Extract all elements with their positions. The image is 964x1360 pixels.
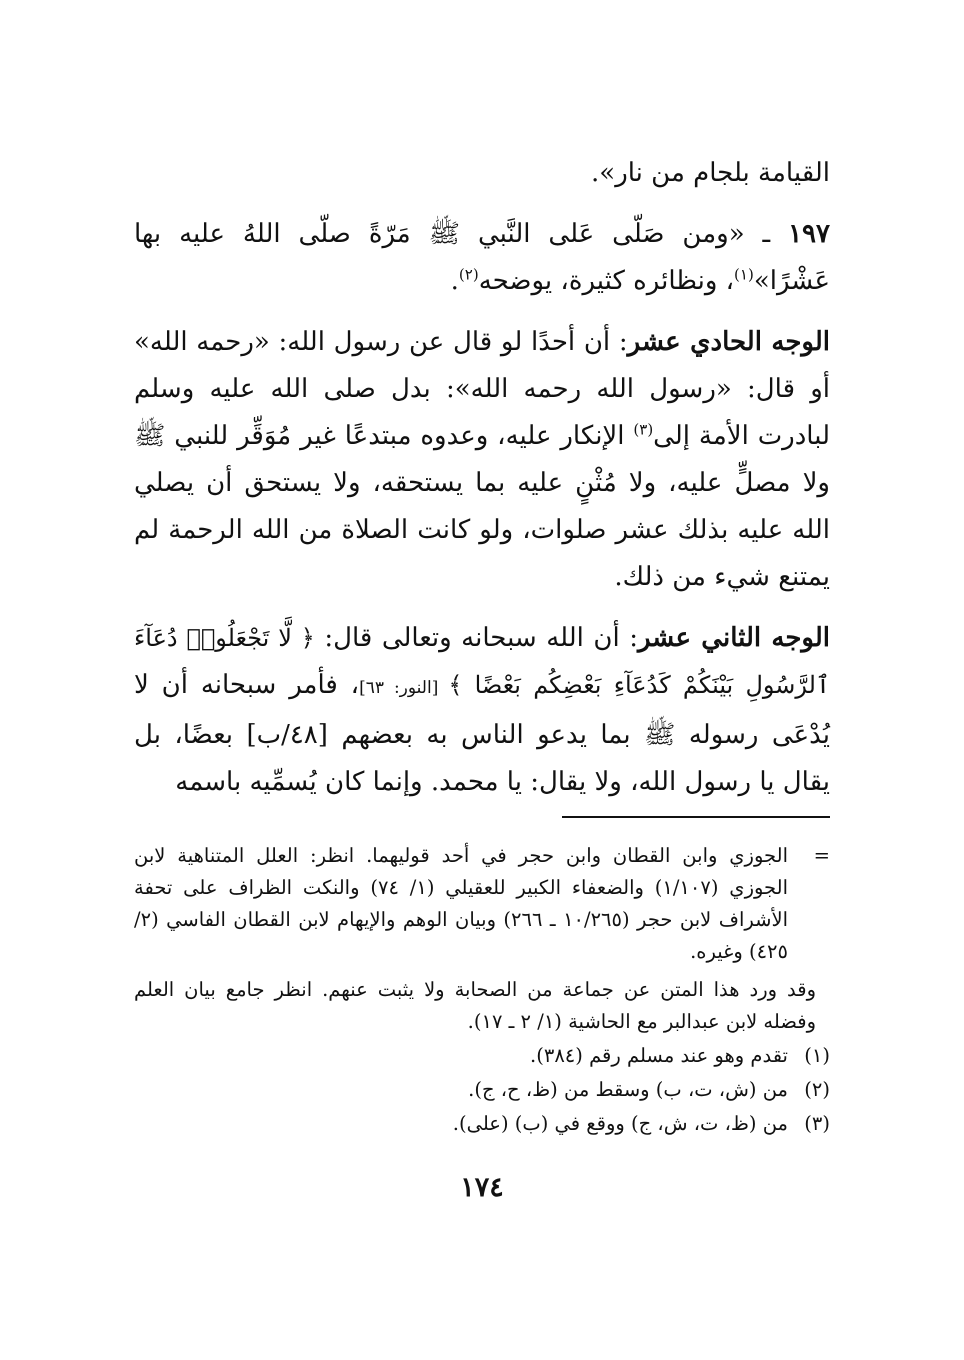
footnote-continuation: = الجوزي وابن القطان وابن حجر في أحد قوليهما. انظر: العلل المتناهية لابن الجوزي (١/١٠٧) والضعفاء الكبير للعقيلي (١/ ٧٤) والنكت الظراف على تحفة الأشراف لابن حجر (١٠/٢٦٥ ـ ٢٦٦) وبيان الوهم والإيهام لابن القطان الفاسي (٢/ ٤٢٥) وغيره. bbox=[134, 840, 830, 968]
footnote-number: (١) bbox=[804, 1044, 830, 1067]
section-heading: الوجه الثاني عشر bbox=[637, 623, 830, 653]
footnote-paragraph: وقد ورد هذا المتن عن جماعة من الصحابة ولا يثبت عنهم. انظر جامع بيان العلم وفضله لابن عبدالبر مع الحاشية (١/ ٢ ـ ١٧). bbox=[134, 978, 816, 1033]
paragraph-continuation: القيامة بلجام من نار». bbox=[591, 158, 830, 188]
footnote-separator bbox=[562, 816, 830, 818]
surah-reference: [النور: ٦٣] bbox=[359, 678, 449, 698]
page-number: ١٧٤ bbox=[460, 1172, 504, 1203]
main-text bbox=[134, 150, 830, 806]
footnote-3: (٣) من (ظ، ت، ش، ج) ووقع في (ب) (على). bbox=[134, 1108, 830, 1140]
footnote-2: (٢) من (ش، ت، ب) وسقط من (ظ، ح، ج). bbox=[134, 1074, 830, 1106]
footnotes bbox=[134, 840, 830, 1140]
paragraph-twelfth-aspect: الوجه الثاني عشر: أن الله سبحانه وتعالى قال: ﴿ لَّا تَجْعَلُوا۟ دُعَآءَ ٱلرَّسُولِ بَيْنَكُمْ كَدُعَآءِ بَعْضِكُم بَعْضًا ﴾ [النور: ٦٣]، فأمر سبحانه أن لا يُدْعَى رسوله ﷺ بما يدعو الناس به بعضهم [٤٨/ب] بعضًا، بل يقال يا رسول الله، ولا يقال: يا محمد. وإنما كان يُسمِّيه باسمه bbox=[134, 623, 831, 797]
paragraph-eleventh-aspect: الوجه الحادي عشر: أن أحدًا لو قال عن رسول الله: «رحمه الله» أو قال: «رسول الله رحمه الله»: بدل صلى الله عليه وسلم لبادرت الأمة إلى$^{(٣)}$ الإنكار عليه، وعدوه مبتدعًا غير مُوَقِّر للنبي ﷺ ولا مصلٍّ عليه، ولا مُثْنٍ عليه بما يستحقه، ولا يستحق أن يصلي الله عليه بذلك عشر صلوات، ولو كانت الصلاة من الله الرحمة لم يمتنع شيء من ذلك. bbox=[134, 327, 830, 592]
paragraph-197: ١٩٧ ـ «ومن صَلّى عَلى النَّبي ﷺ مَرّةً صلّى اللهُ عليه بها عَشْرًا»$^{(١)}$، ونظائره كثيرة، يوضحه$^{(٢)}$. bbox=[134, 219, 830, 296]
section-heading: الوجه الحادي عشر bbox=[627, 327, 830, 357]
continuation-mark: = bbox=[813, 844, 830, 867]
footnote-number: (٣) bbox=[804, 1112, 830, 1135]
footnote-ref-2[interactable]: (٢) bbox=[458, 265, 479, 284]
footnote-ref-1[interactable]: (١) bbox=[734, 265, 754, 284]
footnote-ref-3[interactable]: (٣) bbox=[633, 420, 654, 439]
quran-verse: ﴿ لَّا تَجْعَلُوا۟ دُعَآءَ ٱلرَّسُولِ بَيْنَكُمْ كَدُعَآءِ بَعْضِكُم بَعْضًا ﴾ bbox=[134, 624, 831, 699]
footnote-1: (١) تقدم وهو عند مسلم رقم (٣٨٤). bbox=[134, 1040, 830, 1072]
item-number: ١٩٧ bbox=[788, 219, 830, 249]
footnote-number: (٢) bbox=[804, 1078, 830, 1101]
